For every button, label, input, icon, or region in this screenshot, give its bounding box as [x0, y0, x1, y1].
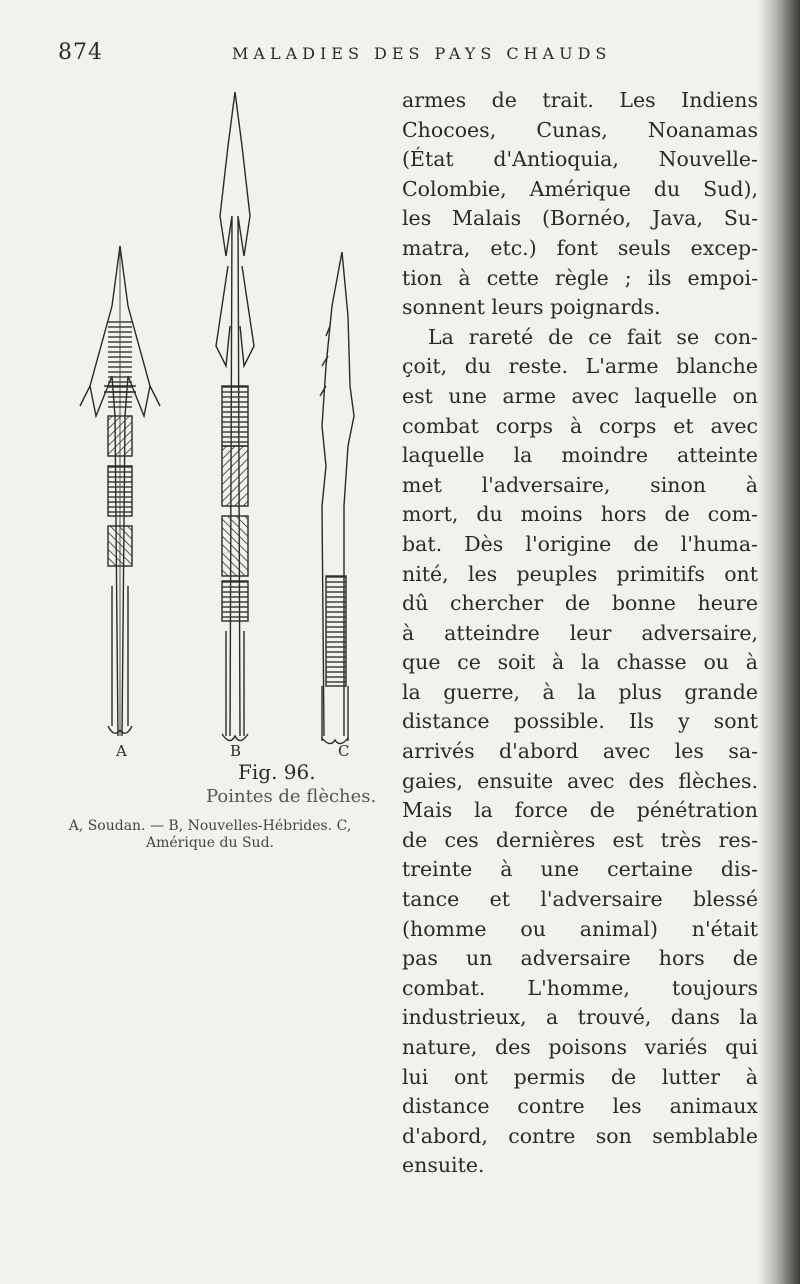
- text-line: combat. L'homme, toujours: [402, 975, 758, 1000]
- text-line: dû chercher de bonne heure: [402, 591, 758, 616]
- text-line: lui ont permis de lutter à: [402, 1064, 758, 1089]
- text-line: combat corps à corps et avec: [402, 413, 758, 438]
- text-line: (homme ou animal) n'était: [402, 916, 758, 941]
- text-line: Chocoes, Cunas, Noanamas: [402, 117, 758, 142]
- text-line: gaies, ensuite avec des flèches.: [402, 768, 758, 793]
- text-line: tion à cette règle ; ils empoi-: [402, 265, 758, 290]
- figure-subtitle: Pointes de flèches.: [206, 786, 377, 807]
- text-line: Colombie, Amérique du Sud),: [402, 176, 758, 201]
- text-line: que ce soit à la chasse ou à: [402, 650, 758, 675]
- text-line: de ces dernières est très res-: [402, 827, 758, 852]
- arrow-a: [80, 246, 160, 736]
- text-line: treinte à une certaine dis-: [402, 857, 758, 882]
- text-line: laquelle la moindre atteinte: [402, 443, 758, 468]
- page-edge-shadow: [758, 0, 800, 1284]
- arrow-c: [320, 252, 354, 744]
- fig-label-b: B: [230, 742, 242, 758]
- text-line: armes de trait. Les Indiens: [402, 88, 758, 112]
- figure-title: Fig. 96.: [238, 760, 316, 784]
- text-line: est une arme avec laquelle on: [402, 383, 758, 408]
- text-line: çoit, du reste. L'arme blanche: [402, 354, 758, 379]
- text-line: bat. Dès l'origine de l'huma-: [402, 531, 758, 556]
- text-line: nité, les peuples primitifs ont: [402, 561, 758, 586]
- text-line: pas un adversaire hors de: [402, 946, 758, 971]
- body-text: [402, 86, 758, 1181]
- text-line: arrivés d'abord avec les sa-: [402, 739, 758, 764]
- text-line: la guerre, à la plus grande: [402, 679, 758, 704]
- text-line: ensuite.: [402, 1153, 485, 1178]
- text-line: met l'adversaire, sinon à: [402, 472, 758, 497]
- fig-label-c: C: [338, 742, 350, 758]
- text-line: mort, du moins hors de com-: [402, 502, 758, 527]
- page-number: 874: [58, 40, 103, 65]
- fig-label-a: A: [116, 742, 127, 758]
- text-line: La rareté de ce fait se con-: [428, 324, 758, 349]
- figure-legend: A, Soudan. — B, Nouvelles-Hébrides. C, Amérique du Sud.: [68, 818, 352, 851]
- text-line: distance contre les animaux: [402, 1094, 758, 1119]
- text-line: Mais la force de pénétration: [402, 798, 758, 823]
- arrow-b: [216, 92, 254, 741]
- text-line: distance possible. Ils y sont: [402, 709, 758, 734]
- text-line: nature, des poisons variés qui: [402, 1035, 758, 1059]
- text-line: à atteindre leur adversaire,: [402, 620, 758, 645]
- text-line: matra, etc.) font seuls excep-: [402, 235, 758, 260]
- text-line: industrieux, a trouvé, dans la: [402, 1005, 758, 1030]
- text-line: (État d'Antioquia, Nouvelle-: [402, 147, 758, 172]
- text-line: d'abord, contre son semblable: [402, 1123, 758, 1148]
- running-head: MALADIES DES PAYS CHAUDS: [232, 44, 612, 63]
- text-line: sonnent leurs poignards.: [402, 295, 661, 320]
- text-line: les Malais (Bornéo, Java, Su-: [402, 206, 758, 231]
- text-line: tance et l'adversaire blessé: [402, 887, 758, 912]
- arrowheads-illustration: [60, 86, 360, 758]
